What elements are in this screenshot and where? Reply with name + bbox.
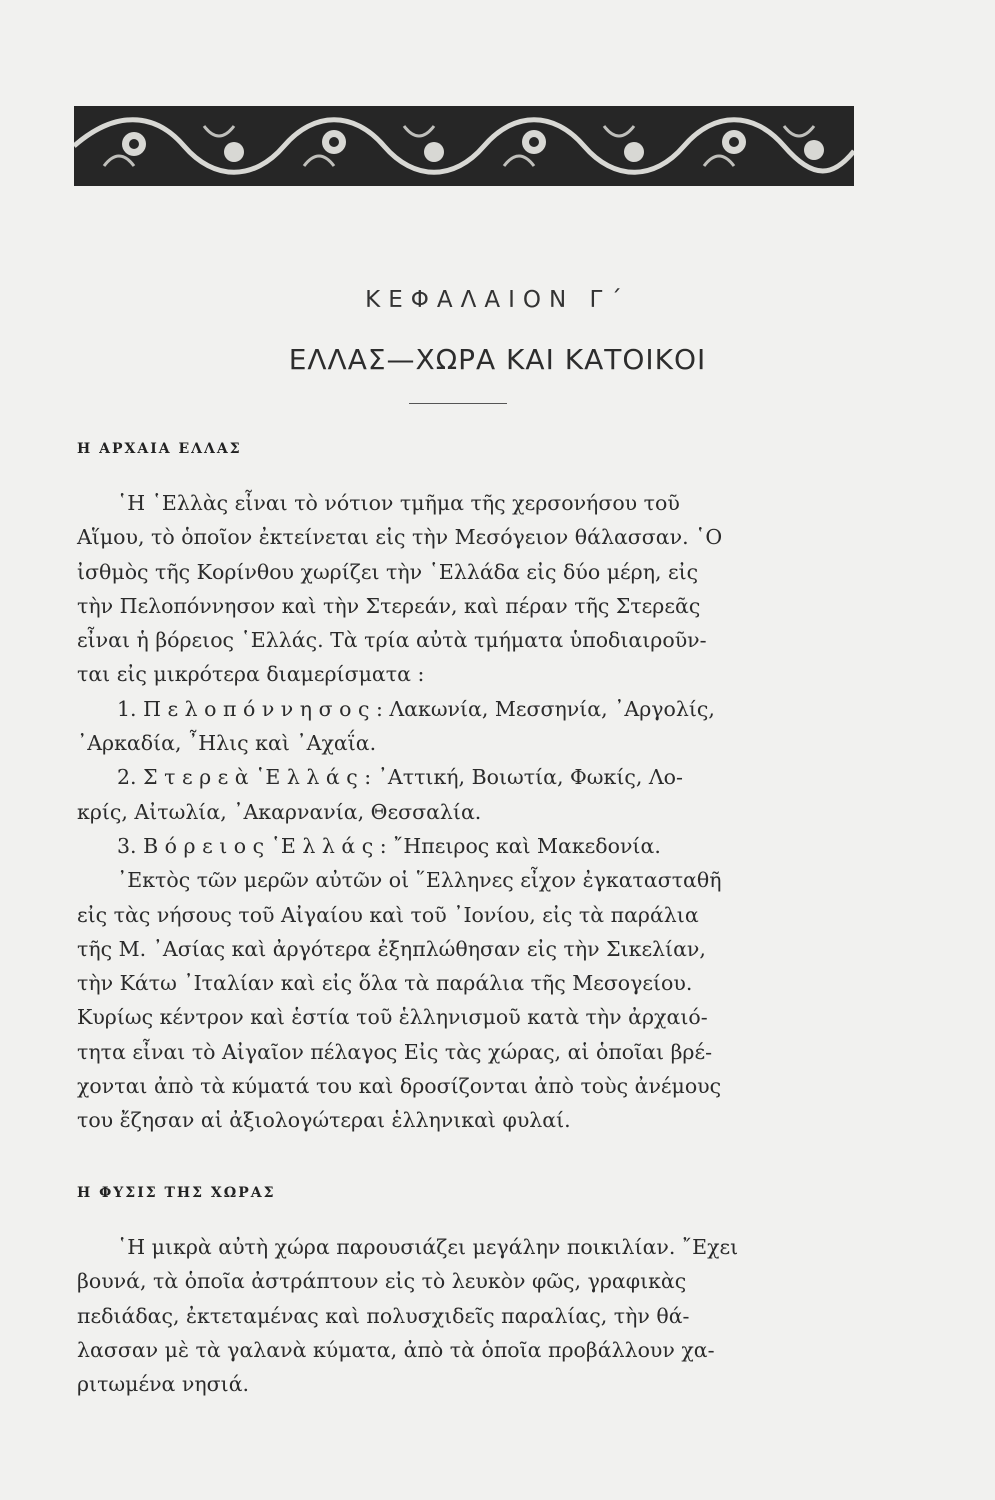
chapter-number: ΚΕΦΑΛΑΙΟΝ Γ΄ [365,287,630,313]
text-line: τὴν Κάτω ᾿Ιταλίαν καὶ εἰς ὅλα τὰ παράλια τῆς Μεσογείου. [77,971,693,996]
chapter-title: ΕΛΛΑΣ—ΧΩΡΑ ΚΑΙ ΚΑΤΟΙΚΟΙ [288,343,707,376]
text-line: του ἔζησαν αἱ ἀξιολογώτεραι ἑλληνικαὶ φυλαί. [77,1108,571,1133]
text-line: ται εἰς μικρότερα διαμερίσματα : [77,662,425,687]
text-line: χονται ἀπὸ τὰ κύματά του καὶ δροσίζονται ἀπὸ τοὺς ἀνέμους [77,1074,722,1099]
text-line: ῾Η ῾Ελλὰς εἶναι τὸ νότιον τμῆμα τῆς χερσονήσου τοῦ [117,491,680,515]
text-line: τῆς Μ. ᾿Ασίας καὶ ἀργότερα ἐξηπλώθησαν εἰς τὴν Σικελίαν, [77,936,706,961]
text-line: 1. Π ε λ ο π ό ν ν η σ ο ς : Λακωνία, Μεσσηνία, ᾿Αργολίς, [117,696,715,721]
text-line: ῾Η μικρὰ αὐτὴ χώρα παρουσιάζει μεγάλην ποικιλίαν. ῎Εχει [117,1235,739,1259]
text-line: βουνά, τὰ ὁποῖα ἀστράπτουν εἰς τὸ λευκὸν φῶς, γραφικὰς [77,1269,687,1294]
title-divider [409,403,507,404]
section-heading-nature-of-land: Η ΦΥΣΙΣ ΤΗΣ ΧΩΡΑΣ [77,1185,276,1201]
text-line: Αἵμου, τὸ ὁποῖον ἐκτείνεται εἰς τὴν Μεσόγειον θάλασσαν. ῾Ο [77,525,723,550]
vine-scroll-pattern [74,106,854,186]
text-line: τητα εἶναι τὸ Αἰγαῖον πέλαγος Εἰς τὰς χώρας, αἱ ὁποῖαι βρέ- [77,1039,713,1064]
text-line: πεδιάδας, ἐκτεταμένας καὶ πολυσχιδεῖς παραλίας, τὴν θά- [77,1303,690,1328]
text-line: ριτωμένα νησιά. [77,1372,250,1397]
text-line: κρίς, Αἰτωλία, ᾿Ακαρνανία, Θεσσαλία. [77,799,482,824]
text-line: Κυρίως κέντρον καὶ ἑστία τοῦ ἑλληνισμοῦ κατὰ τὴν ἀρχαιό- [77,1005,708,1030]
text-line: 3. Β ό ρ ε ι ο ς ῾Ε λ λ ά ς : ῎Ηπειρος καὶ Μακεδονία. [117,833,661,858]
section-heading-ancient-greece: Η ΑΡΧΑΙΑ ΕΛΛΑΣ [77,441,242,457]
decorative-header-ornament [74,106,854,186]
section-body-ancient-greece [77,486,837,1138]
section-body-nature-of-land [77,1230,837,1401]
text-line: εἰς τὰς νήσους τοῦ Αἰγαίου καὶ τοῦ ᾿Ιονίου, εἰς τὰ παράλια [77,902,699,927]
text-line: λασσαν μὲ τὰ γαλανὰ κύματα, ἀπὸ τὰ ὁποῖα προβάλλουν χα- [77,1337,715,1362]
text-line: τὴν Πελοπόννησον καὶ τὴν Στερεάν, καὶ πέραν τῆς Στερεᾶς [77,593,701,618]
text-line: ἰσθμὸς τῆς Κορίνθου χωρίζει τὴν ῾Ελλάδα εἰς δύο μέρη, εἰς [77,559,699,584]
text-line: ᾿Εκτὸς τῶν μερῶν αὐτῶν οἱ ῞Ελληνες εἶχον ἐγκατασταθῆ [117,868,722,893]
text-line: 2. Σ τ ε ρ ε ὰ ῾Ε λ λ ά ς : ᾿Αττική, Βοιωτία, Φωκίς, Λο- [117,765,683,790]
text-line: εἶναι ἡ βόρειος ῾Ελλάς. Τὰ τρία αὐτὰ τμήματα ὑποδιαιροῦν- [77,628,707,653]
text-line: ᾿Αρκαδία, ῏Ηλις καὶ ᾿Αχαΐα. [77,731,377,756]
